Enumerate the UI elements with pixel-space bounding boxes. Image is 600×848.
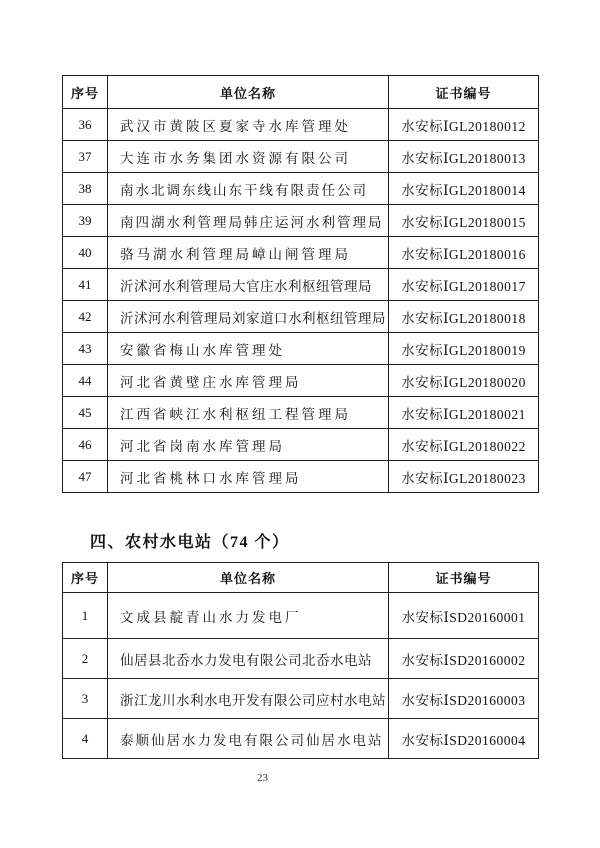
col-header-cert-number: 证书编号 (389, 563, 539, 593)
cell-serial: 36 (63, 109, 108, 141)
page-number: 23 (257, 772, 268, 784)
cell-unit-name: 大连市水务集团水资源有限公司 (108, 141, 389, 173)
table-header-row (63, 76, 539, 109)
cell-unit-name: 文成县靛青山水力发电厂 (108, 593, 389, 639)
cell-unit-name: 河北省岗南水库管理局 (108, 429, 389, 461)
cell-cert-number: 水安标ⅠGL20180018 (389, 301, 539, 333)
cell-cert-number: 水安标ⅠSD20160002 (389, 639, 539, 679)
cell-cert-number: 水安标ⅠSD20160003 (389, 679, 539, 719)
cell-serial: 2 (63, 639, 108, 679)
cell-unit-name: 河北省桃林口水库管理局 (108, 461, 389, 493)
table-row (63, 205, 539, 237)
cell-cert-number: 水安标ⅠGL20180015 (389, 205, 539, 237)
cell-serial: 37 (63, 141, 108, 173)
table-row (63, 173, 539, 205)
cell-serial: 47 (63, 461, 108, 493)
cell-serial: 42 (63, 301, 108, 333)
cell-cert-number: 水安标ⅠSD20160004 (389, 719, 539, 759)
cell-unit-name: 武汉市黄陂区夏家寺水库管理处 (108, 109, 389, 141)
cell-serial: 3 (63, 679, 108, 719)
table-row (63, 639, 539, 679)
table-row (63, 397, 539, 429)
cell-cert-number: 水安标ⅠGL20180022 (389, 429, 539, 461)
table-row (63, 301, 539, 333)
cell-serial: 39 (63, 205, 108, 237)
cell-unit-name: 南四湖水利管理局韩庄运河水利管理局 (108, 205, 389, 237)
cell-serial: 46 (63, 429, 108, 461)
cell-serial: 45 (63, 397, 108, 429)
cell-cert-number: 水安标ⅠGL20180019 (389, 333, 539, 365)
table-row (63, 593, 539, 639)
cell-unit-name: 泰顺仙居水力发电有限公司仙居水电站 (108, 719, 389, 759)
cell-serial: 1 (63, 593, 108, 639)
table-row (63, 109, 539, 141)
cell-cert-number: 水安标ⅠGL20180023 (389, 461, 539, 493)
cell-unit-name: 沂沭河水利管理局大官庄水利枢纽管理局 (108, 269, 389, 301)
cell-cert-number: 水安标ⅠGL20180012 (389, 109, 539, 141)
col-header-unit-name: 单位名称 (108, 563, 389, 593)
cell-unit-name: 浙江龙川水利水电开发有限公司应村水电站 (108, 679, 389, 719)
cell-unit-name: 河北省黄壁庄水库管理局 (108, 365, 389, 397)
table-header-row (63, 563, 539, 593)
table-row (63, 141, 539, 173)
table-row (63, 679, 539, 719)
table-row (63, 719, 539, 759)
table-row (63, 365, 539, 397)
cell-unit-name: 骆马湖水利管理局嶂山闸管理局 (108, 237, 389, 269)
col-header-serial: 序号 (63, 563, 108, 593)
cell-unit-name: 南水北调东线山东干线有限责任公司 (108, 173, 389, 205)
cell-serial: 40 (63, 237, 108, 269)
col-header-unit-name: 单位名称 (108, 76, 389, 109)
cell-cert-number: 水安标ⅠGL20180016 (389, 237, 539, 269)
cell-serial: 44 (63, 365, 108, 397)
cell-cert-number: 水安标ⅠGL20180017 (389, 269, 539, 301)
cert-table-rural-hydro (62, 562, 539, 759)
cell-serial: 43 (63, 333, 108, 365)
cell-unit-name: 安徽省梅山水库管理处 (108, 333, 389, 365)
table-row (63, 461, 539, 493)
table-row (63, 333, 539, 365)
col-header-serial: 序号 (63, 76, 108, 109)
cell-cert-number: 水安标ⅠGL20180021 (389, 397, 539, 429)
cell-cert-number: 水安标ⅠGL20180014 (389, 173, 539, 205)
cell-cert-number: 水安标ⅠGL20180020 (389, 365, 539, 397)
cell-serial: 41 (63, 269, 108, 301)
cell-serial: 4 (63, 719, 108, 759)
cell-unit-name: 江西省峡江水利枢纽工程管理局 (108, 397, 389, 429)
col-header-cert-number: 证书编号 (389, 76, 539, 109)
table-row (63, 269, 539, 301)
cell-serial: 38 (63, 173, 108, 205)
table-row (63, 237, 539, 269)
cell-cert-number: 水安标ⅠSD20160001 (389, 593, 539, 639)
cell-cert-number: 水安标ⅠGL20180013 (389, 141, 539, 173)
cell-unit-name: 仙居县北岙水力发电有限公司北岙水电站 (108, 639, 389, 679)
cell-unit-name: 沂沭河水利管理局刘家道口水利枢纽管理局 (108, 301, 389, 333)
table-row (63, 429, 539, 461)
cert-table-upper (62, 75, 539, 493)
section-heading: 四、农村水电站（74 个） (90, 534, 290, 551)
